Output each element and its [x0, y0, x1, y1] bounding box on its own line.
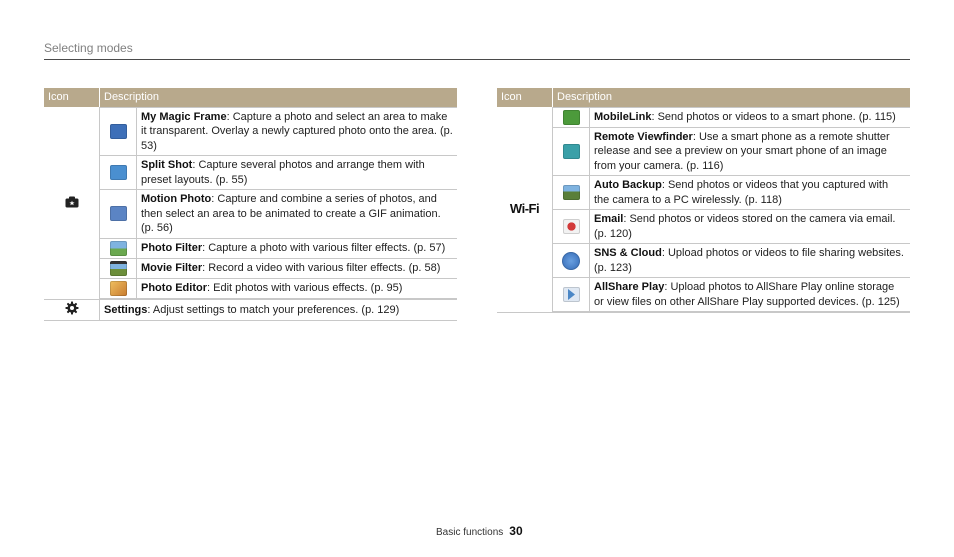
- mode-name: Movie Filter: [141, 261, 203, 274]
- mode-name: Remote Viewfinder: [594, 130, 693, 143]
- shooting-modes-table: [44, 88, 457, 321]
- mode-name: Photo Filter: [141, 241, 203, 254]
- mode-name: Motion Photo: [141, 193, 212, 205]
- mode-description: : Edit photos with various effects. (p. 95): [207, 281, 403, 294]
- list-item: [100, 258, 457, 278]
- list-item: [553, 107, 910, 127]
- list-item: [553, 244, 910, 278]
- settings-name: Settings: [104, 303, 148, 316]
- list-item: [553, 176, 910, 210]
- list-item: [100, 156, 457, 190]
- mode-description: : Send photos or videos stored on the camera via email. (p. 120): [594, 213, 896, 240]
- auto-backup-icon: [563, 185, 580, 200]
- wifi-icon: Wi-Fi: [509, 200, 540, 216]
- photo-filter-icon: [110, 241, 127, 256]
- allshare-play-icon: [563, 287, 580, 302]
- motion-photo-icon: [110, 206, 127, 221]
- page-section-title: Selecting modes: [44, 41, 133, 55]
- mode-description: : Upload photos or videos to file sharing websites. (p. 123): [594, 247, 904, 274]
- movie-filter-icon: [110, 261, 127, 276]
- mode-description: : Send photos or videos to a smart phone. (p. 115): [651, 110, 896, 123]
- column-header-description: Description: [553, 88, 911, 107]
- column-header-icon: Icon: [497, 88, 553, 107]
- photo-editor-icon: [110, 281, 127, 296]
- mode-name: AllShare Play: [594, 281, 665, 293]
- my-magic-frame-icon: [110, 124, 127, 139]
- split-shot-icon: [110, 165, 127, 180]
- page-number: 30: [509, 524, 523, 538]
- list-item: [100, 278, 457, 298]
- mode-description: : Upload photos to AllShare Play online storage or view files on other AllShare Play supported devices. (p. 125): [594, 281, 900, 308]
- footer-section: Basic functions: [436, 527, 504, 538]
- column-header-description: Description: [100, 88, 458, 107]
- mode-name: MobileLink: [594, 110, 652, 123]
- email-icon: [563, 219, 580, 234]
- settings-description: : Adjust settings to match your preferences. (p. 129): [147, 303, 400, 316]
- list-item: [100, 107, 457, 156]
- smart-camera-icon: [44, 107, 100, 300]
- header-divider: [44, 59, 910, 60]
- wifi-modes-table: [497, 88, 910, 313]
- mode-description: : Record a video with various filter effects. (p. 58): [202, 261, 441, 274]
- remote-viewfinder-icon: [563, 144, 580, 159]
- mode-description: : Capture several photos and arrange them with preset layouts. (p. 55): [141, 159, 425, 186]
- gear-icon: [44, 299, 100, 321]
- mode-name: Auto Backup: [594, 179, 662, 191]
- mode-description: : Use a smart phone as a remote shutter release and see a preview on your smart phone of an image from your camera. (p. 116): [594, 130, 890, 172]
- list-item: [553, 210, 910, 244]
- mode-description: : Capture a photo with various filter effects. (p. 57): [202, 241, 446, 254]
- page-footer: [436, 524, 523, 538]
- column-header-icon: Icon: [44, 88, 100, 107]
- list-item: [553, 127, 910, 176]
- mode-name: SNS & Cloud: [594, 247, 662, 259]
- mode-description: : Capture and combine a series of photos, and then select an area to be animated to create a GIF animation. (p. 56): [141, 193, 441, 234]
- mobilelink-icon: [563, 110, 580, 125]
- mode-description: : Send photos or videos that you captured with the camera to a PC wirelessly. (p. 118): [594, 179, 889, 206]
- mode-name: Split Shot: [141, 159, 193, 171]
- table-row: [44, 299, 457, 321]
- mode-name: My Magic Frame: [141, 110, 227, 123]
- sns-cloud-icon: [562, 252, 580, 270]
- mode-name: Photo Editor: [141, 281, 207, 294]
- list-item: [100, 190, 457, 239]
- list-item: [100, 238, 457, 258]
- mode-name: Email: [594, 213, 624, 225]
- list-item: [553, 278, 910, 312]
- mode-description: : Capture a photo and select an area to make it transparent. Overlay a newly captured photo onto the area. (p. 53): [141, 110, 453, 152]
